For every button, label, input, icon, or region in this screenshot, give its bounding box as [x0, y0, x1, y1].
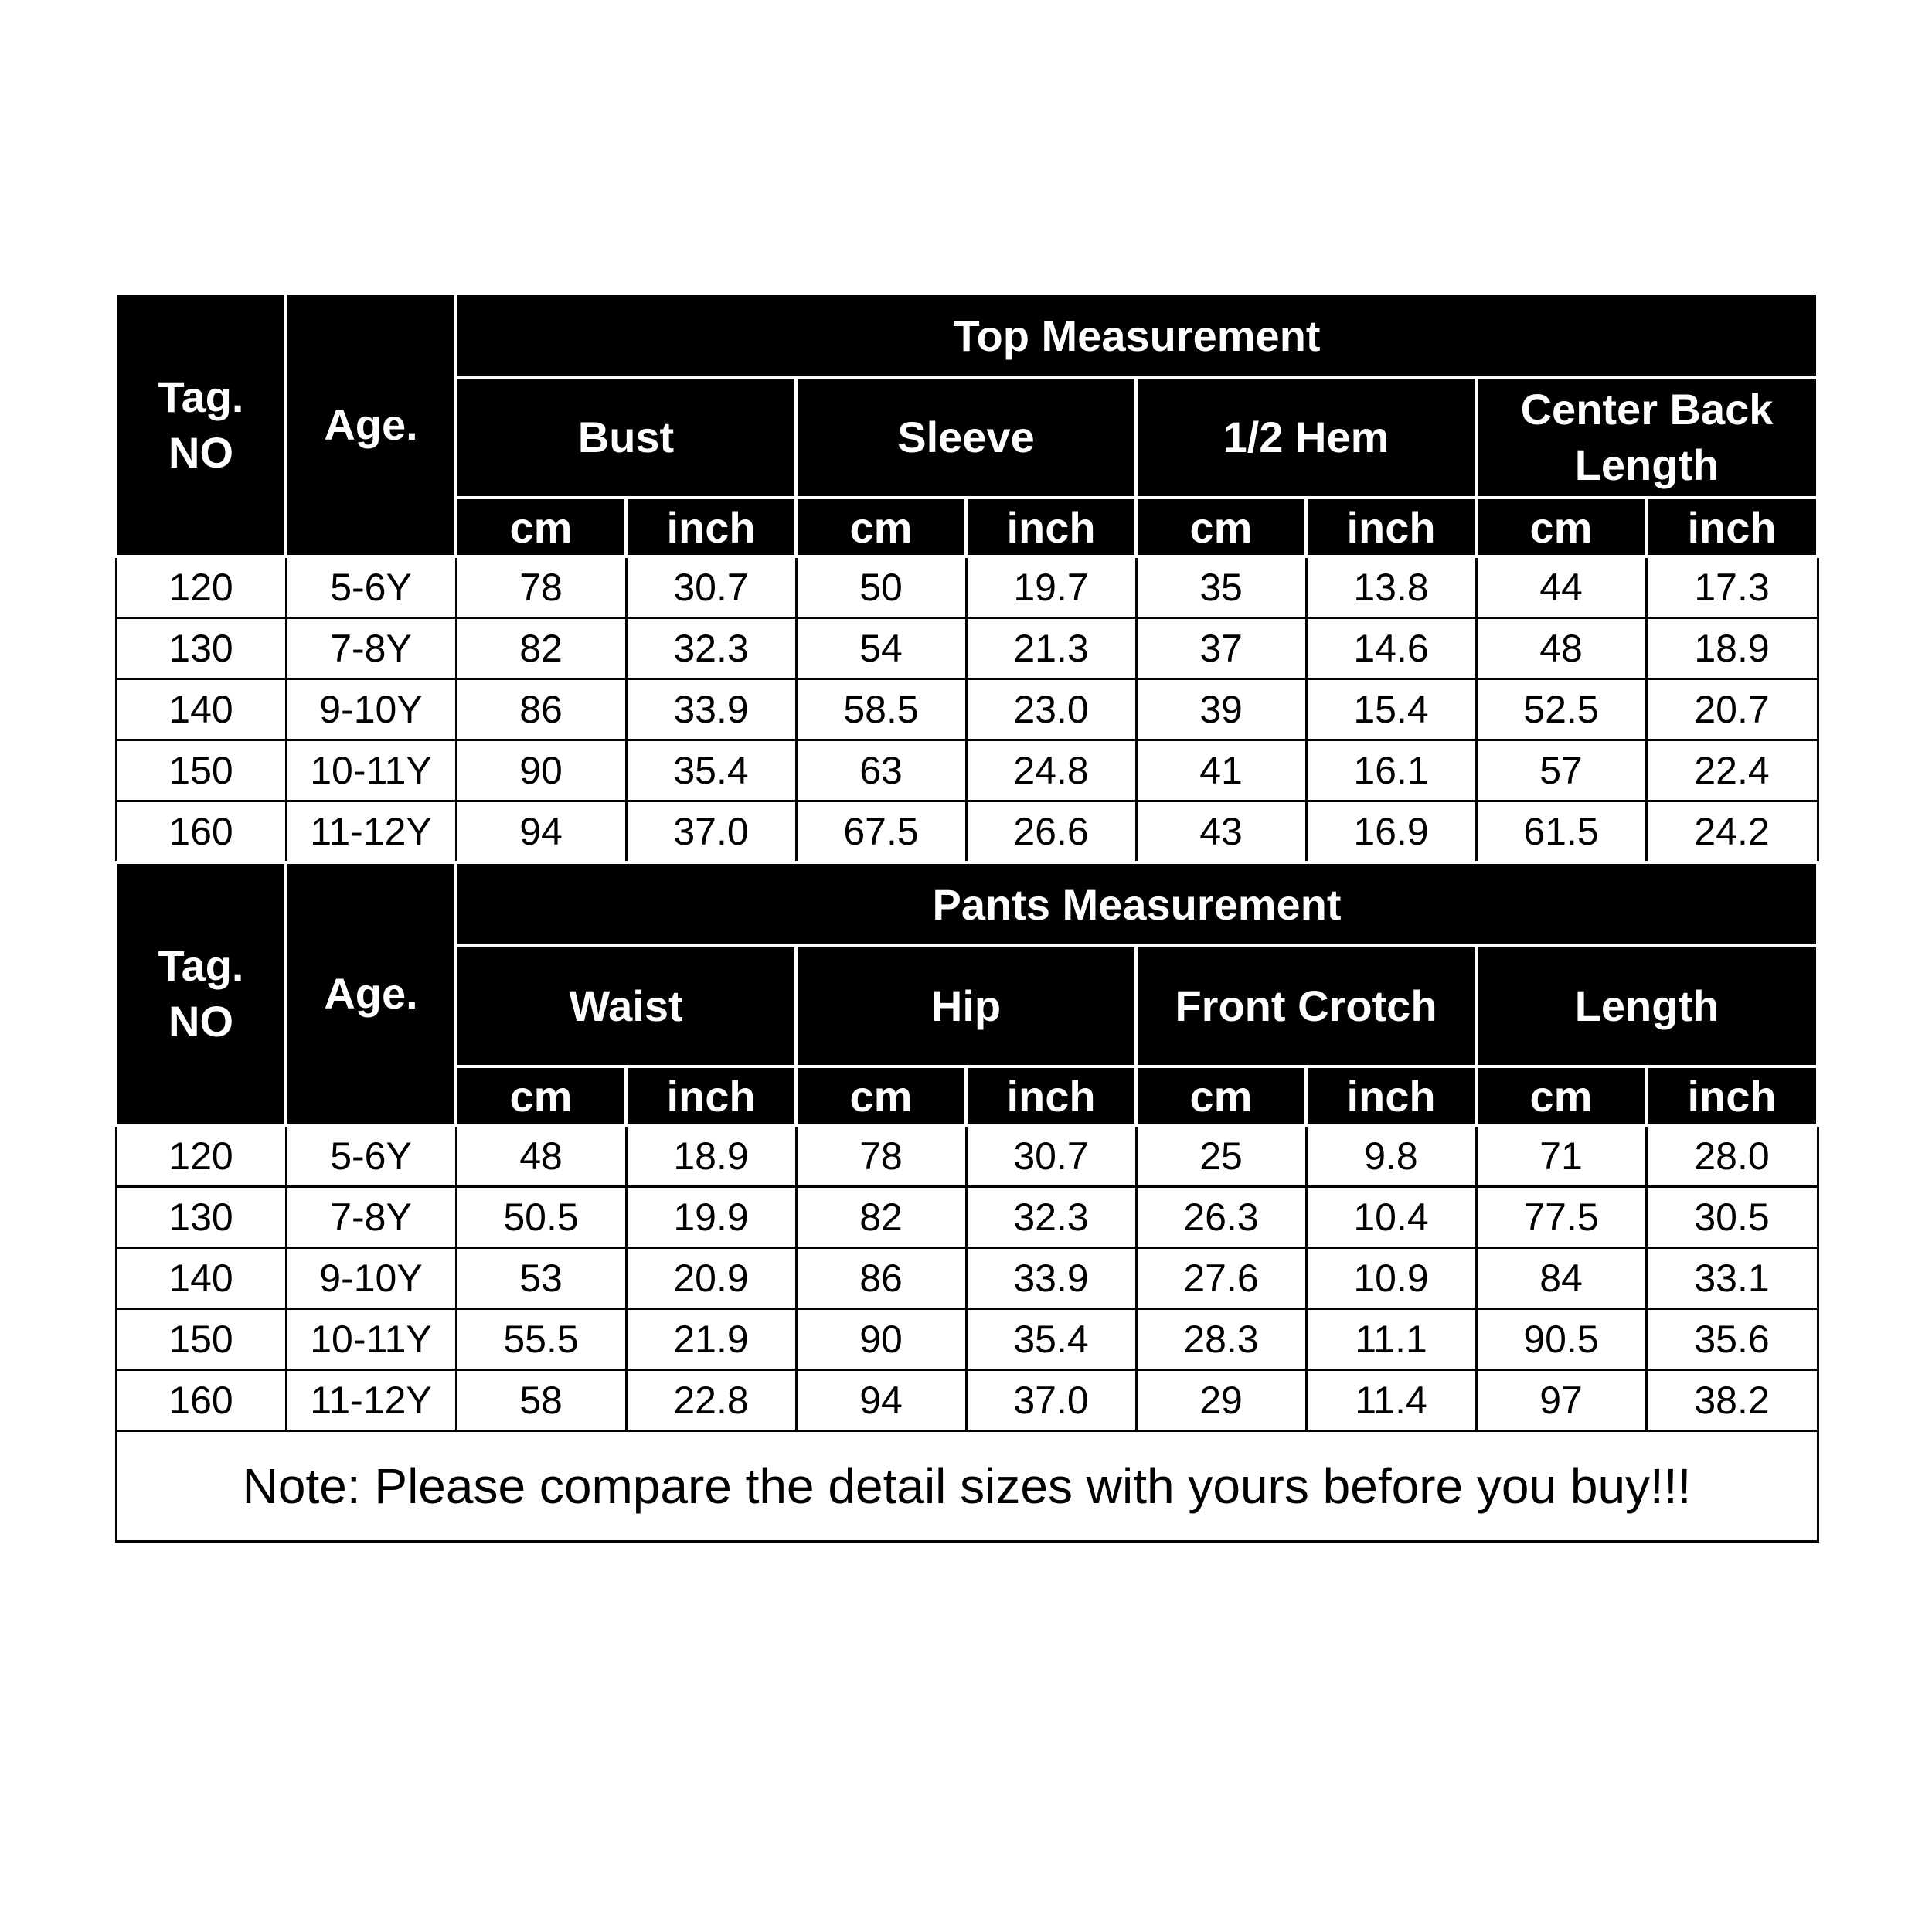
unit-inch: inch	[1646, 498, 1818, 556]
table-cell: 7-8Y	[286, 618, 456, 679]
table-cell: 28.3	[1136, 1309, 1306, 1370]
table-cell: 78	[456, 556, 626, 618]
table-cell: 160	[116, 801, 286, 863]
table-cell: 24.2	[1646, 801, 1818, 863]
table-cell: 82	[456, 618, 626, 679]
table-cell: 22.8	[626, 1370, 796, 1431]
table-cell: 140	[116, 679, 286, 740]
table-cell: 30.7	[966, 1125, 1136, 1187]
table-cell: 33.9	[626, 679, 796, 740]
table-cell: 55.5	[456, 1309, 626, 1370]
table-cell: 7-8Y	[286, 1187, 456, 1248]
table-cell: 37	[1136, 618, 1306, 679]
table-cell: 37.0	[626, 801, 796, 863]
table-cell: 11-12Y	[286, 801, 456, 863]
table-cell: 29	[1136, 1370, 1306, 1431]
table-cell: 140	[116, 1248, 286, 1309]
table-cell: 23.0	[966, 679, 1136, 740]
table-cell: 37.0	[966, 1370, 1136, 1431]
table-cell: 50.5	[456, 1187, 626, 1248]
table-cell: 19.7	[966, 556, 1136, 618]
table-cell: 33.1	[1646, 1248, 1818, 1309]
table-cell: 20.7	[1646, 679, 1818, 740]
top-tag-header: Tag. NO	[116, 294, 286, 556]
table-cell: 35.4	[966, 1309, 1136, 1370]
table-cell: 160	[116, 1370, 286, 1431]
table-cell: 10.9	[1306, 1248, 1476, 1309]
table-cell: 90	[456, 740, 626, 801]
unit-inch: inch	[966, 498, 1136, 556]
table-cell: 94	[796, 1370, 966, 1431]
table-cell: 58.5	[796, 679, 966, 740]
table-cell: 28.0	[1646, 1125, 1818, 1187]
table-row	[116, 1187, 1818, 1248]
table-cell: 19.9	[626, 1187, 796, 1248]
table-cell: 120	[116, 1125, 286, 1187]
top-age-header: Age.	[286, 294, 456, 556]
pants-tag-header: Tag. NO	[116, 862, 286, 1125]
unit-cm: cm	[456, 498, 626, 556]
table-cell: 61.5	[1476, 801, 1646, 863]
table-cell: 50	[796, 556, 966, 618]
top-measurement-section	[116, 294, 1818, 556]
table-cell: 35	[1136, 556, 1306, 618]
unit-cm: cm	[456, 1066, 626, 1125]
table-cell: 5-6Y	[286, 556, 456, 618]
table-cell: 10.4	[1306, 1187, 1476, 1248]
pants-measurement-section	[116, 862, 1818, 1125]
center-back-length-header: Center Back Length	[1476, 377, 1818, 498]
table-row	[116, 618, 1818, 679]
table-cell: 38.2	[1646, 1370, 1818, 1431]
table-cell: 32.3	[626, 618, 796, 679]
unit-inch: inch	[626, 1066, 796, 1125]
table-cell: 20.9	[626, 1248, 796, 1309]
table-cell: 26.6	[966, 801, 1136, 863]
table-cell: 18.9	[1646, 618, 1818, 679]
table-row	[116, 1370, 1818, 1431]
table-cell: 15.4	[1306, 679, 1476, 740]
length-header: Length	[1476, 946, 1818, 1066]
table-cell: 48	[1476, 618, 1646, 679]
table-row	[116, 1309, 1818, 1370]
table-cell: 63	[796, 740, 966, 801]
bust-header: Bust	[456, 377, 796, 498]
table-cell: 78	[796, 1125, 966, 1187]
table-cell: 90	[796, 1309, 966, 1370]
unit-cm: cm	[1136, 498, 1306, 556]
table-cell: 21.9	[626, 1309, 796, 1370]
table-cell: 30.5	[1646, 1187, 1818, 1248]
table-cell: 22.4	[1646, 740, 1818, 801]
pants-measurement-title: Pants Measurement	[456, 862, 1818, 946]
table-cell: 58	[456, 1370, 626, 1431]
table-cell: 57	[1476, 740, 1646, 801]
table-cell: 52.5	[1476, 679, 1646, 740]
table-cell: 21.3	[966, 618, 1136, 679]
table-cell: 71	[1476, 1125, 1646, 1187]
table-row	[116, 740, 1818, 801]
table-row	[116, 1125, 1818, 1187]
table-cell: 120	[116, 556, 286, 618]
top-data-rows	[116, 556, 1818, 862]
note-text: Note: Please compare the detail sizes with yours before you buy!!!	[116, 1431, 1818, 1542]
half-hem-header: 1/2 Hem	[1136, 377, 1476, 498]
table-cell: 82	[796, 1187, 966, 1248]
table-cell: 35.6	[1646, 1309, 1818, 1370]
unit-cm: cm	[796, 1066, 966, 1125]
table-cell: 25	[1136, 1125, 1306, 1187]
table-row	[116, 1248, 1818, 1309]
table-cell: 10-11Y	[286, 1309, 456, 1370]
table-cell: 14.6	[1306, 618, 1476, 679]
unit-cm: cm	[1476, 498, 1646, 556]
table-cell: 97	[1476, 1370, 1646, 1431]
table-cell: 48	[456, 1125, 626, 1187]
table-cell: 16.1	[1306, 740, 1476, 801]
unit-inch: inch	[1646, 1066, 1818, 1125]
table-cell: 9-10Y	[286, 1248, 456, 1309]
table-cell: 13.8	[1306, 556, 1476, 618]
table-cell: 44	[1476, 556, 1646, 618]
table-cell: 150	[116, 1309, 286, 1370]
table-cell: 86	[456, 679, 626, 740]
table-cell: 33.9	[966, 1248, 1136, 1309]
pants-age-header: Age.	[286, 862, 456, 1125]
front-crotch-header: Front Crotch	[1136, 946, 1476, 1066]
unit-cm: cm	[1136, 1066, 1306, 1125]
table-cell: 5-6Y	[286, 1125, 456, 1187]
table-cell: 11.1	[1306, 1309, 1476, 1370]
table-cell: 26.3	[1136, 1187, 1306, 1248]
table-cell: 130	[116, 618, 286, 679]
table-cell: 150	[116, 740, 286, 801]
table-cell: 53	[456, 1248, 626, 1309]
table-cell: 41	[1136, 740, 1306, 801]
unit-inch: inch	[1306, 1066, 1476, 1125]
table-cell: 30.7	[626, 556, 796, 618]
table-cell: 39	[1136, 679, 1306, 740]
table-cell: 17.3	[1646, 556, 1818, 618]
table-cell: 18.9	[626, 1125, 796, 1187]
table-row	[116, 556, 1818, 618]
table-cell: 43	[1136, 801, 1306, 863]
top-measurement-title: Top Measurement	[456, 294, 1818, 377]
table-cell: 77.5	[1476, 1187, 1646, 1248]
table-cell: 9-10Y	[286, 679, 456, 740]
unit-cm: cm	[1476, 1066, 1646, 1125]
table-cell: 94	[456, 801, 626, 863]
table-cell: 11.4	[1306, 1370, 1476, 1431]
unit-cm: cm	[796, 498, 966, 556]
table-row	[116, 679, 1818, 740]
table-cell: 90.5	[1476, 1309, 1646, 1370]
table-cell: 27.6	[1136, 1248, 1306, 1309]
unit-inch: inch	[966, 1066, 1136, 1125]
table-cell: 32.3	[966, 1187, 1136, 1248]
table-cell: 16.9	[1306, 801, 1476, 863]
table-cell: 86	[796, 1248, 966, 1309]
table-cell: 11-12Y	[286, 1370, 456, 1431]
table-cell: 67.5	[796, 801, 966, 863]
unit-inch: inch	[1306, 498, 1476, 556]
sleeve-header: Sleeve	[796, 377, 1136, 498]
size-chart	[114, 292, 1816, 1543]
table-cell: 54	[796, 618, 966, 679]
unit-inch: inch	[626, 498, 796, 556]
table-cell: 24.8	[966, 740, 1136, 801]
waist-header: Waist	[456, 946, 796, 1066]
table-cell: 9.8	[1306, 1125, 1476, 1187]
table-cell: 130	[116, 1187, 286, 1248]
table-cell: 84	[1476, 1248, 1646, 1309]
table-cell: 10-11Y	[286, 740, 456, 801]
table-row	[116, 801, 1818, 863]
pants-data-rows	[116, 1125, 1818, 1431]
size-table	[114, 292, 1819, 1543]
hip-header: Hip	[796, 946, 1136, 1066]
table-cell: 35.4	[626, 740, 796, 801]
